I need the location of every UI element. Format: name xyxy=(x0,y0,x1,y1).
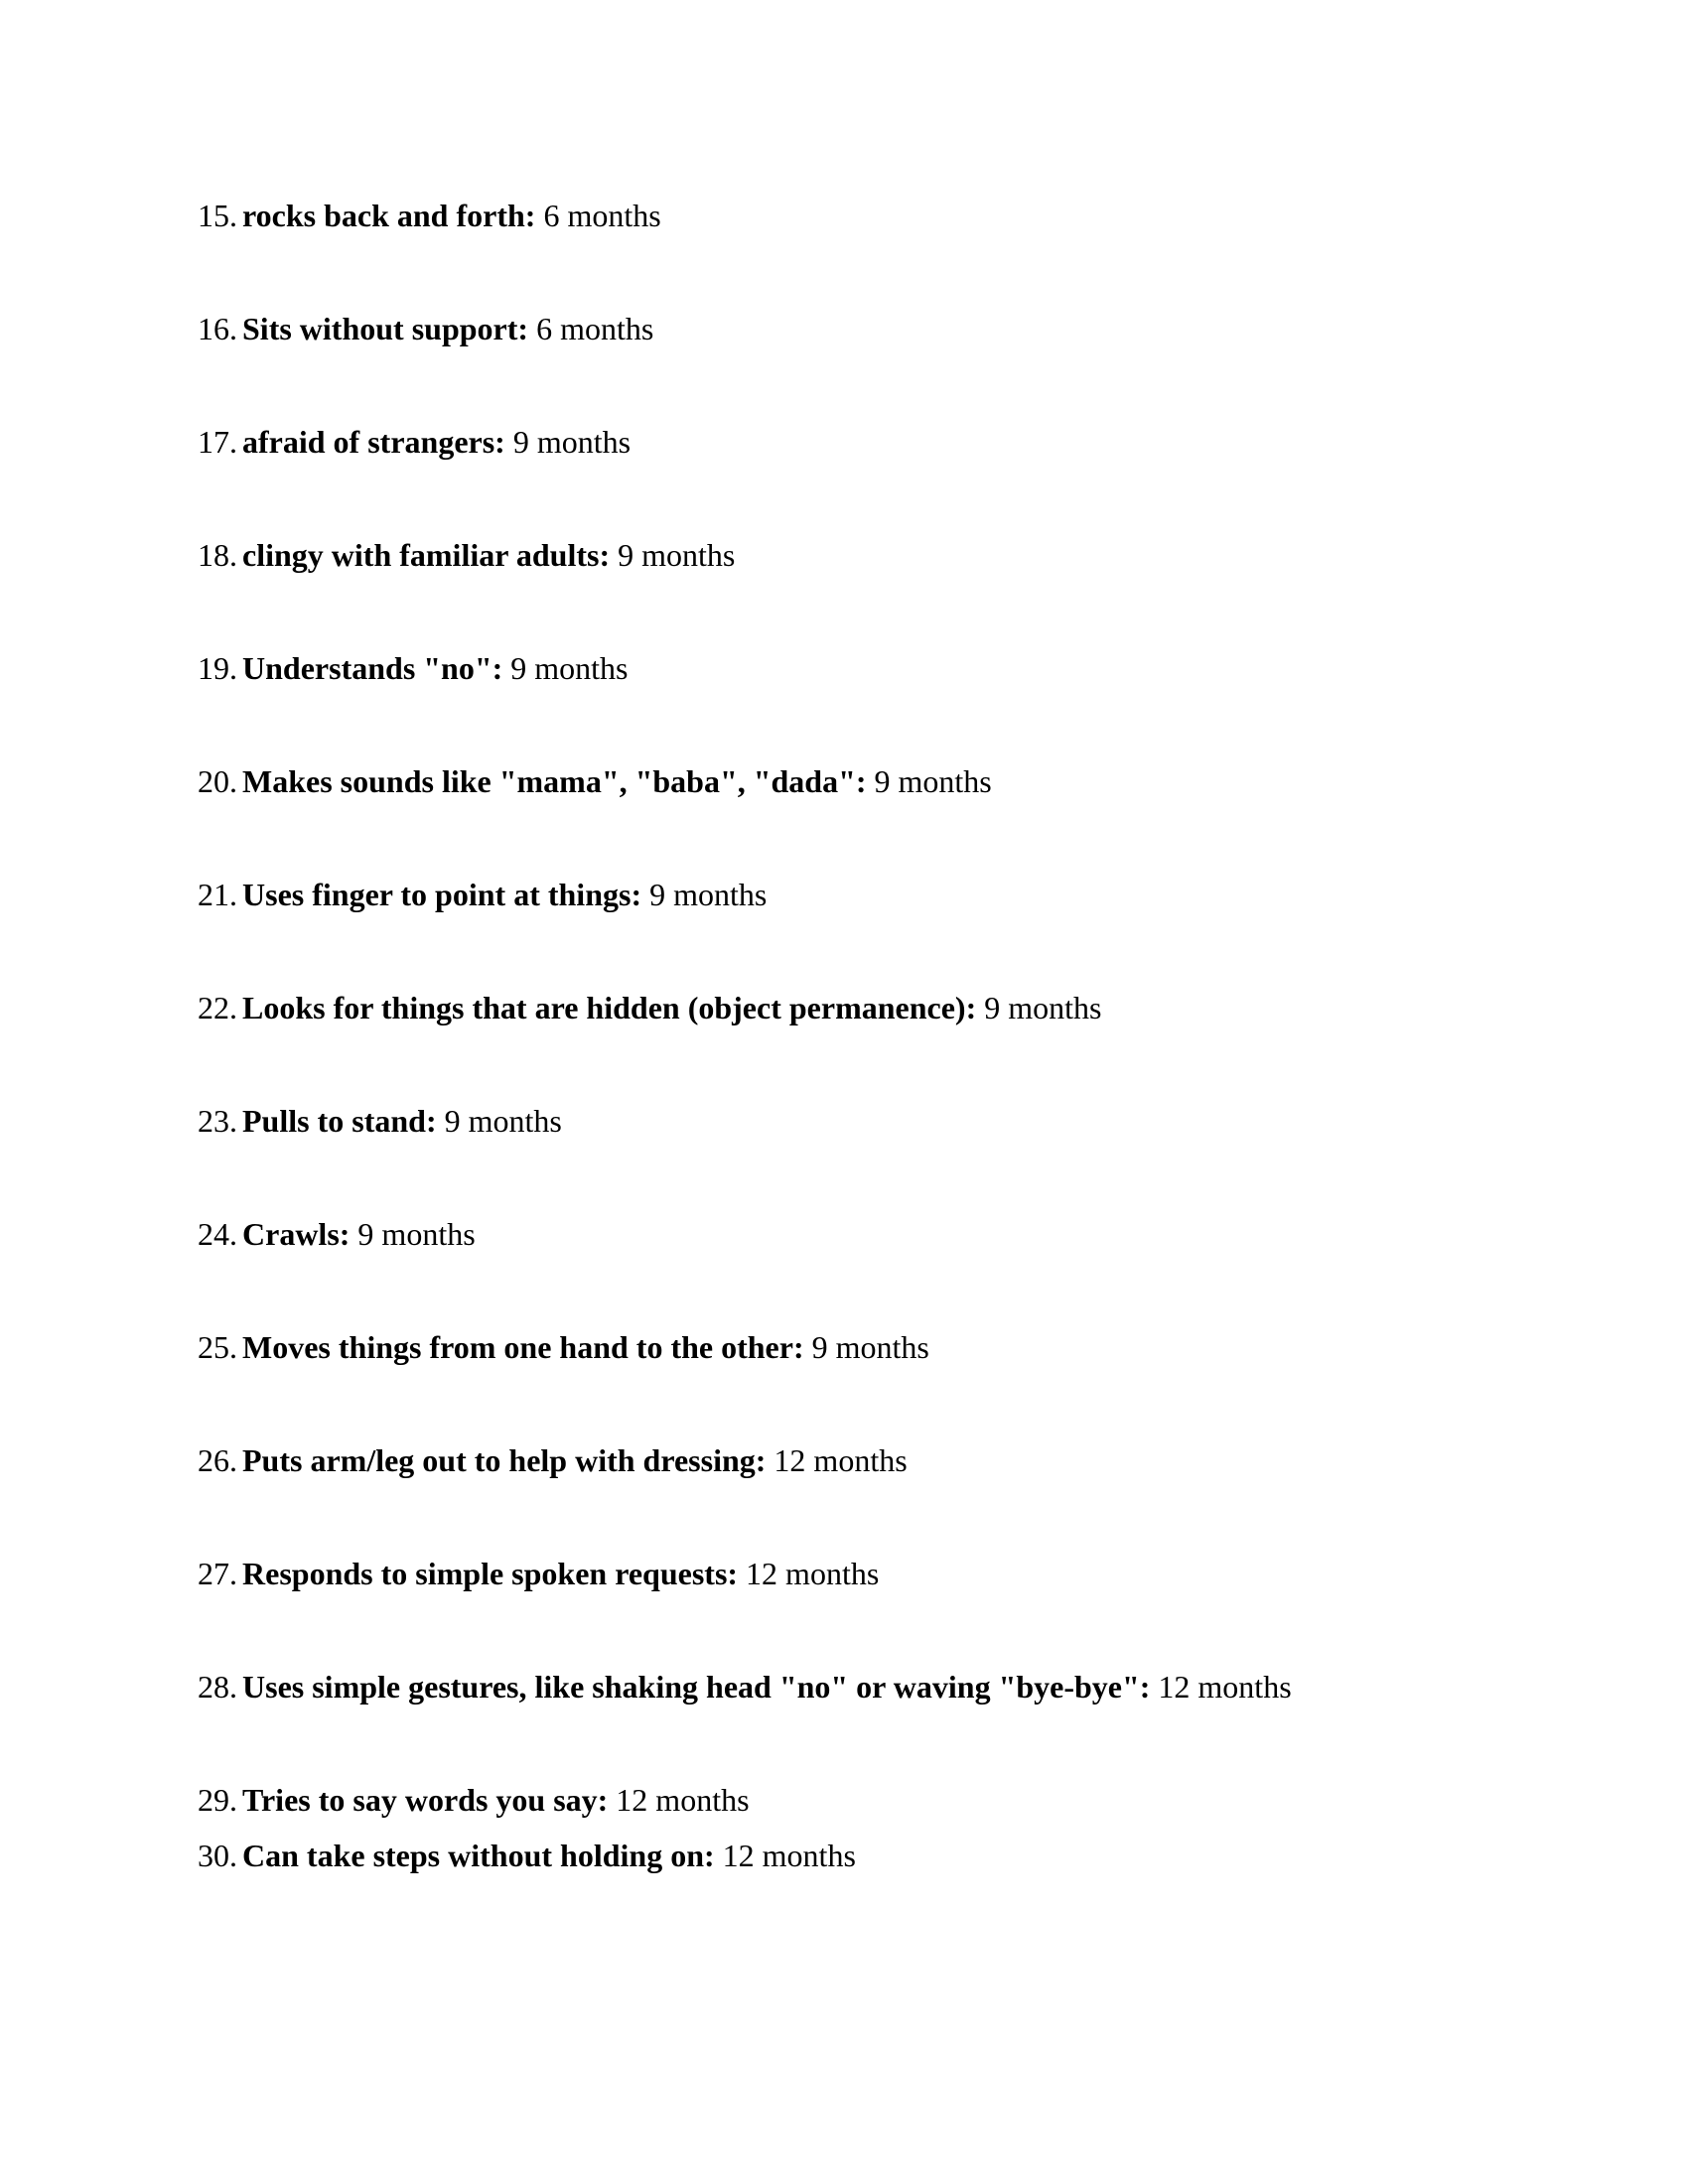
milestone-age: 9 months xyxy=(504,424,632,460)
item-number: 25. xyxy=(198,1329,237,1365)
milestone-age: 9 months xyxy=(976,990,1102,1025)
milestone-age: 9 months xyxy=(350,1216,476,1252)
item-number: 24. xyxy=(198,1216,237,1252)
milestone-label: Understands "no": xyxy=(242,650,503,686)
item-number: 21. xyxy=(198,877,237,912)
milestone-age: 6 months xyxy=(528,311,654,346)
milestone-age: 12 months xyxy=(738,1556,880,1591)
list-item xyxy=(198,1327,929,1367)
list-item xyxy=(198,1667,1292,1706)
list-item xyxy=(198,875,767,914)
list-item xyxy=(198,1440,908,1480)
milestone-age: 9 months xyxy=(502,650,629,686)
milestone-age: 9 months xyxy=(436,1103,562,1139)
milestone-label: clingy with familiar adults: xyxy=(242,537,611,573)
list-item xyxy=(198,309,653,348)
list-item xyxy=(198,535,735,575)
milestone-age: 9 months xyxy=(866,763,992,799)
milestone-age: 9 months xyxy=(641,877,768,912)
milestone-label: Uses simple gestures, like shaking head "no" or waving "bye-bye": xyxy=(242,1669,1151,1705)
milestone-label: Moves things from one hand to the other: xyxy=(242,1329,804,1365)
milestone-label: Looks for things that are hidden (object permanence): xyxy=(242,990,977,1025)
milestone-label: Uses finger to point at things: xyxy=(242,877,642,912)
list-item xyxy=(198,1214,476,1254)
item-number: 27. xyxy=(198,1556,237,1591)
item-number: 17. xyxy=(198,424,237,460)
milestone-label: Puts arm/leg out to help with dressing: xyxy=(242,1442,767,1478)
milestone-label: Responds to simple spoken requests: xyxy=(242,1556,739,1591)
milestone-age: 12 months xyxy=(714,1838,856,1873)
list-item xyxy=(198,988,1101,1027)
item-number: 22. xyxy=(198,990,237,1025)
milestone-age: 6 months xyxy=(535,198,661,233)
milestone-label: Makes sounds like "mama", "baba", "dada": xyxy=(242,763,867,799)
milestone-label: Pulls to stand: xyxy=(242,1103,437,1139)
item-number: 18. xyxy=(198,537,237,573)
list-item xyxy=(198,422,631,462)
item-number: 23. xyxy=(198,1103,237,1139)
item-number: 20. xyxy=(198,763,237,799)
milestone-age: 12 months xyxy=(1150,1669,1292,1705)
item-number: 19. xyxy=(198,650,237,686)
item-number: 16. xyxy=(198,311,237,346)
milestone-label: Can take steps without holding on: xyxy=(242,1838,715,1873)
item-number: 28. xyxy=(198,1669,237,1705)
list-item xyxy=(198,1554,879,1593)
milestone-label: Sits without support: xyxy=(242,311,529,346)
list-item xyxy=(198,1836,856,1875)
milestone-label: afraid of strangers: xyxy=(242,424,505,460)
item-number: 15. xyxy=(198,198,237,233)
milestone-label: Tries to say words you say: xyxy=(242,1782,609,1818)
milestone-age: 9 months xyxy=(803,1329,929,1365)
list-item xyxy=(198,196,661,235)
milestone-age: 12 months xyxy=(608,1782,750,1818)
item-number: 26. xyxy=(198,1442,237,1478)
list-item xyxy=(198,1780,750,1820)
list-item xyxy=(198,1101,562,1141)
milestone-age: 12 months xyxy=(766,1442,908,1478)
milestone-age: 9 months xyxy=(610,537,736,573)
item-number: 29. xyxy=(198,1782,237,1818)
list-item xyxy=(198,648,628,688)
item-number: 30. xyxy=(198,1838,237,1873)
milestone-label: rocks back and forth: xyxy=(242,198,536,233)
milestone-label: Crawls: xyxy=(242,1216,351,1252)
list-item xyxy=(198,761,992,801)
